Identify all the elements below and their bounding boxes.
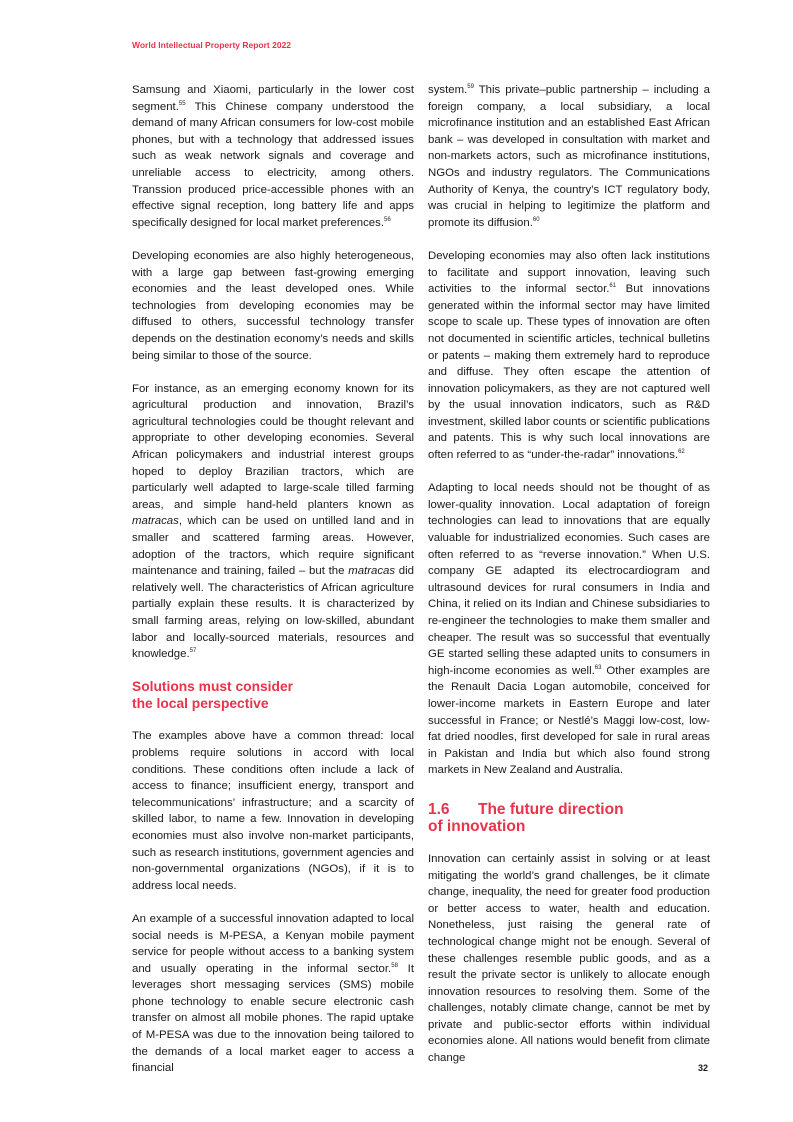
footnote-ref[interactable]: 63 xyxy=(594,664,602,671)
footnote-ref[interactable]: 62 xyxy=(678,449,685,456)
paragraph: An example of a successful innovation adapted to local social needs is M-PESA, a Kenyan mobile payment service for people without access to a banking system and usually operating in the informal sector.$^{58}$ It leverages short messaging services (SMS) mobile phone technology to enable secure electronic cash transfer on almost all mobile phones. The rapid uptake of M-PESA was due to the innovation being tailored to the demands of a local market eager to access a financial xyxy=(132,912,415,1075)
footnote-ref[interactable]: 58 xyxy=(391,962,398,969)
paragraph: Adapting to local needs should not be thought of as lower-quality innovation. Local adaptation of foreign technologies can lead to innovations that are equally valuable for industrialized economies. Such cases are often referred to as “reverse innovation.” When U.S. company GE adapted its electrocardiogram and ultrasound devices for rural consumers in India and China, it relied on its Indian and Chinese subsidiaries to re-engineer the technologies to make them smaller and cheaper. The result was so successful that eventually GE started selling these adapted units to consumers in high-income economies as well.$^{63}$ Other examples are the Renault Dacia Logan automobile, conceived for lower-income markets in Eastern Europe and later successful in France; or Nestlé’s Maggi low-cost, low-fat dried noodles, first developed for sale in rural areas in Pakistan and India but which also found strong markets in New Zealand and Australia. xyxy=(428,482,710,777)
footnote-ref[interactable]: 57 xyxy=(189,648,197,655)
page-number: 32 xyxy=(698,1063,709,1073)
paragraph: Developing economies are also highly heterogeneous, with a large gap between fast-growing emerging economies and the least developed ones. While technologies from developing economies may be diffused to others, successful technology transfer depends on the destination economy’s needs and skills being similar to those of the source. xyxy=(132,249,414,362)
left-column xyxy=(132,82,414,1093)
footnote-ref[interactable]: 56 xyxy=(383,216,391,223)
paragraph: Innovation can certainly assist in solving or at least mitigating the world’s grand challenges, be it climate change, inequality, the need for greater food production or better access to water, health and education. Nonetheless, just raising the general rate of technological change might not be enough. Several of these challenges resemble public goods, and as a result the private sector is unlikely to allocate enough innovation resources to resolving them. Some of the challenges, notably climate change, cannot be met by private and public-sector efforts within individual economies alone. All nations would benefit from climate change xyxy=(428,852,710,1065)
footnote-ref[interactable]: 55 xyxy=(178,100,186,107)
paragraph: Samsung and Xiaomi, particularly in the lower cost segment.$^{55}$ This Chinese company understood the demand of many African consumers for low-cost mobile phones, but with a technology that addressed issues such as weak network signals and coverage and unreliable access to electricity, among others. Transsion produced price-accessible phones with an effective signal reception, long battery life and apps specifically designed for local market preferences.$^{56}$ xyxy=(132,84,414,229)
subheading: Solutions must consider the local perspective xyxy=(132,679,293,711)
footnote-ref[interactable]: 60 xyxy=(532,216,540,223)
report-header: World Intellectual Property Report 2022 xyxy=(132,40,292,50)
right-column xyxy=(428,82,710,1083)
paragraph: Developing economies may also often lack institutions to facilitate and support innovation, leaving such activities to the informal sector.$^{61}$ But innovations generated within the informal sector may have limited scope to scale up. These types of innovation are often not documented in scientific articles, technical bulletins or patents – making them extremely hard to reproduce and diffuse. They often escape the attention of innovation policymakers, as they are not captured well by the usual innovation indicators, such as R&D investment, skilled labor counts or scientific publications and patents. This is why such local innovations are often referred to as “under-the-radar” innovations.$^{62}$ xyxy=(428,249,710,462)
footnote-ref[interactable]: 59 xyxy=(467,84,474,91)
paragraph: The examples above have a common thread: local problems require solutions in accord with local conditions. These conditions often include a lack of access to finance; insufficient energy, transport and telecommunications’ infrastructure; and a scarcity of skilled labor, to name a few. Innovation in developing economies must also involve non-market participants, such as research institutions, government agencies and non-governmental organizations (NGOs), if it is to address local needs. xyxy=(132,730,414,892)
paragraph: system.$^{59}$ This private–public partnership – including a foreign company, a local subsidiary, a local microfinance institution and an established East African bank – was developed in consultation with market and non-markets actors, such as microfinance institutions, NGOs and industry regulators. The Communications Authority of Kenya, the country’s ICT regulatory body, was crucial in helping to legitimize the platform and promote its diffusion.$^{60}$ xyxy=(428,84,710,229)
section-heading: 1.6 The future direction of innovation xyxy=(428,800,624,835)
paragraph: For instance, as an emerging economy known for its agricultural production and innovation, Brazil’s agricultural technologies could be thought relevant and appropriate to other developing economies. Several African policymakers and industrial interest groups hoped to deploy Brazilian tractors, which are particularly well adapted to large-scale tilled farming areas, and simple hand-held planters known as matracas, which can be used on untilled land and in smaller and scattered farming areas. However, adoption of the tractors, which require significant maintenance and training, failed – but the matracas did relatively well. The characteristics of African agriculture partially explain these results. It is characterized by small farming areas, relying on low-skilled, abundant labor and locally-sourced materials, resources and knowledge.$^{57}$ xyxy=(132,382,414,661)
section-number: 1.6 xyxy=(428,800,450,818)
footnote-ref[interactable]: 61 xyxy=(609,283,617,290)
